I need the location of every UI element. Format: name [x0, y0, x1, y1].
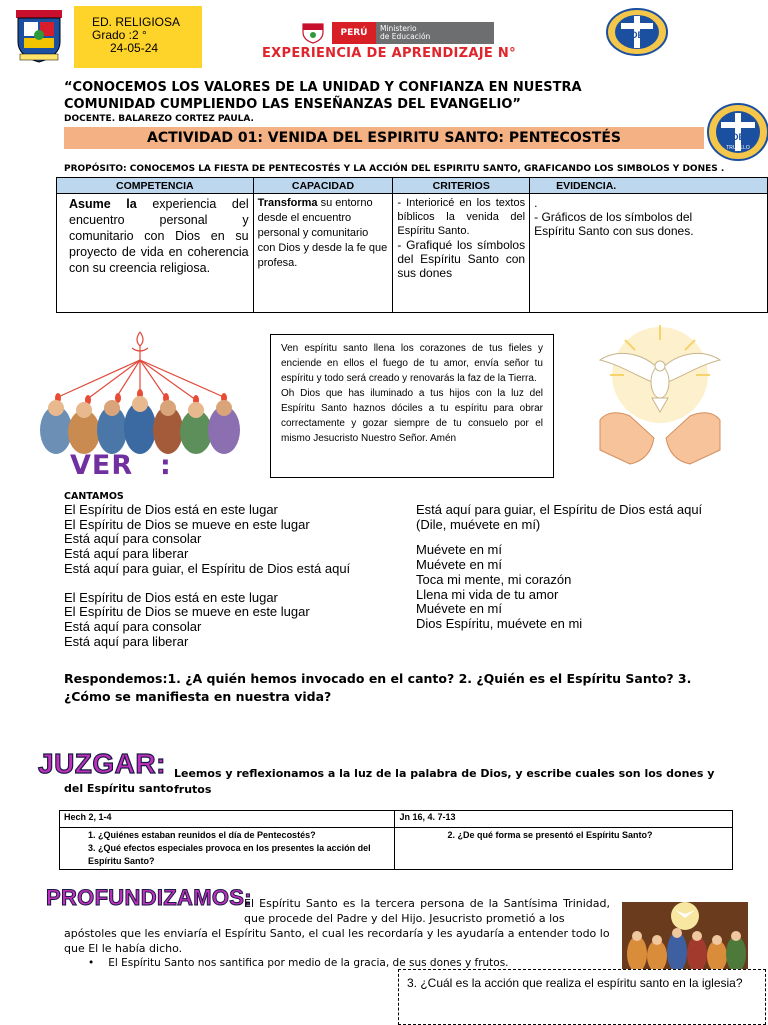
- profundizamos-heading: PROFUNDIZAMOS:: [46, 885, 252, 910]
- activity-title-bar: ACTIVIDAD 01: VENIDA DEL ESPIRITU SANTO: PENTECOSTÉS: [64, 127, 704, 149]
- questions-juan: [395, 828, 733, 870]
- cell-criterios: [393, 194, 530, 313]
- minedu-logo: [332, 22, 494, 44]
- respondemos-questions: Respondemos:1. ¿A quién hemos invocado en el canto? 2. ¿Quién es el Espíritu Santo? 3. ¿Cómo se manifiesta en nuestra vida?: [64, 671, 692, 704]
- question-2: 2. ¿De qué forma se presentó el Espíritu Santo?: [447, 830, 653, 840]
- juzgar-instruction-cont: del Espíritu santo: [64, 782, 174, 795]
- competencia-text: experiencia del encuentro personal y comunitario con Dios en su proyecto de vida en coherencia con su creencia religiosa.: [69, 197, 249, 275]
- song-line: El Espíritu de Dios está en este lugar: [64, 589, 278, 605]
- pentecost-painting: [622, 902, 748, 972]
- odec-subtext: TRUJILLO: [726, 145, 750, 151]
- competency-table: [56, 177, 768, 313]
- evidencia-text: - Gráficos de los símbolos del Espíritu Santo con sus dones.: [534, 210, 694, 238]
- header-capacidad: CAPACIDAD: [253, 178, 393, 194]
- song-line: El Espíritu de Dios se mueve en este lugar: [64, 516, 310, 532]
- song-line: (Dile, muévete en mí): [416, 516, 541, 532]
- header-evidencia: EVIDENCIA.: [530, 178, 768, 194]
- capacidad-lead: Transforma: [257, 197, 318, 209]
- cell-evidencia: [530, 194, 768, 313]
- bullet-mark: •: [88, 957, 95, 969]
- bible-reading-table: [59, 810, 733, 870]
- header-competencia: COMPETENCIA: [57, 178, 254, 194]
- competencia-lead: Asume la: [69, 197, 137, 211]
- song-right-column: [416, 503, 702, 632]
- ver-heading-colon: :: [160, 450, 171, 481]
- minedu-line-1: Ministerio: [380, 24, 417, 33]
- song-line: Está aquí para liberar: [64, 633, 189, 649]
- course-area: ED. RELIGIOSA: [92, 15, 181, 29]
- peru-coat-of-arms-icon: [300, 22, 326, 44]
- cantamos-label: CANTAMOS: [64, 491, 124, 502]
- song-line: Está aquí para guiar, el Espíritu de Dios está aquí: [416, 502, 703, 517]
- pentecost-illustration: [36, 326, 244, 454]
- capacidad-text: su entorno desde el encuentro personal y comunitario con Dios y desde la fe que profesa.: [257, 197, 388, 269]
- cell-capacidad: [253, 194, 393, 313]
- profundizamos-text-2: [64, 926, 612, 956]
- song-line: Muévete en mí: [416, 601, 502, 617]
- odec-logo-secondary: [706, 102, 768, 162]
- cell-competencia: [57, 194, 254, 313]
- school-crest-logo: [12, 8, 66, 64]
- course-date: 24-05-24: [110, 41, 159, 55]
- course-info-box: [74, 6, 202, 68]
- prayer-box: [270, 334, 554, 478]
- minedu-ministry-label: [376, 22, 494, 44]
- prayer-text: Ven espíritu santo llena los corazones de tus fieles y enciende en ellos el fuego de tu amor, envía señor tu espíritu y todo será creado y renovarás la faz de la Tierra. Oh Dios que has iluminado a tus hijos con la luz del Espíritu Santo haznos dóciles a tu espíritu para obrar correctamente y gozar siempre de tu consuelo por el mismo Jesucristo Nuestro Señor. Amén: [281, 343, 543, 444]
- song-line: Toca mi mente, mi corazón: [416, 571, 572, 587]
- minedu-peru-label: PERÚ: [332, 22, 376, 44]
- proposito-text: PROPÓSITO: CONOCEMOS LA FIESTA DE PENTECOSTÉS Y LA ACCIÓN DEL ESPIRITU SANTO, GRAFICANDO LOS SIMBOLOS Y DONES .: [64, 164, 725, 174]
- questions-hechos: [60, 828, 395, 870]
- stanza-gap: [64, 577, 350, 591]
- song-line: Está aquí para consolar: [64, 531, 202, 547]
- cita-juan: Jn 16, 4. 7-13: [395, 811, 733, 828]
- song-line: Llena mi vida de tu amor: [416, 586, 559, 602]
- cita-hechos: Hech 2, 1-4: [60, 811, 395, 828]
- course-grade: Grado :2 °: [92, 28, 147, 42]
- evidencia-dot: .: [534, 196, 538, 210]
- ver-heading: VER: [70, 450, 134, 481]
- profundizamos-text-2-body: apóstoles que les enviaría el Espíritu Santo, el cual les recordaría y les ayudaría a entender todo lo que El le había dicho.: [64, 927, 610, 955]
- table-header-row: [60, 811, 733, 828]
- bullet-item: [88, 956, 509, 970]
- bullet-text: El Espíritu Santo nos santifica por medio de la gracia, de sus dones y frutos.: [108, 957, 509, 969]
- experiencia-title: EXPERIENCIA DE APRENDIZAJE N°: [262, 46, 516, 61]
- song-line: El Espíritu de Dios se mueve en este lugar: [64, 604, 310, 620]
- table-header-row: [57, 178, 768, 194]
- song-line: Muévete en mí: [416, 542, 502, 558]
- minedu-line-2: de Educación: [380, 32, 431, 41]
- song-line: El Espíritu de Dios está en este lugar: [64, 502, 278, 517]
- docente-label: DOCENTE. BALAREZO CORTEZ PAULA.: [64, 114, 254, 124]
- odec-text: ODEC: [623, 30, 651, 40]
- song-line: Está aquí para consolar: [64, 618, 202, 634]
- juzgar-heading: JUZGAR:: [38, 748, 166, 779]
- song-line: Muévete en mí: [416, 557, 502, 573]
- criterio-1: - Interioricé en los textos bíblicos la venida del Espíritu Santo.: [397, 197, 526, 237]
- table-row: [57, 194, 768, 313]
- profundizamos-text-1: El Espíritu Santo es la tercera persona de la Santísima Trinidad, que procede del Padre y del Hijo. Jesucristo prometió a los: [244, 897, 610, 925]
- header-criterios: CRITERIOS: [393, 178, 530, 194]
- question-box[interactable]: [398, 969, 766, 1025]
- criterio-2: - Grafiqué los símbolos del Espíritu Santo con sus dones: [397, 238, 526, 280]
- odec-logo: [605, 8, 669, 56]
- song-line: Está aquí para guiar, el Espíritu de Dios está aquí: [64, 560, 351, 576]
- table-row: [60, 828, 733, 870]
- song-line: Está aquí para liberar: [64, 546, 189, 562]
- juzgar-instruction: Leemos y reflexionamos a la luz de la palabra de Dios, y escribe cuales son los dones y frutos: [174, 767, 715, 796]
- dove-hands-illustration: [590, 320, 730, 470]
- question-box-text: 3. ¿Cuál es la acción que realiza el espíritu santo en la iglesia?: [407, 976, 743, 990]
- question-1: 1. ¿Quiénes estaban reunidos el día de Pentecostés?: [88, 830, 316, 840]
- main-title: “CONOCEMOS LOS VALORES DE LA UNIDAD Y CONFIANZA EN NUESTRA COMUNIDAD CUMPLIENDO LAS ENSEÑANZAS DEL EVANGELIO”: [64, 80, 582, 112]
- question-3: 3. ¿Qué efectos especiales provoca en los presentes la acción del Espíritu Santo?: [88, 843, 371, 866]
- song-left-column: [64, 503, 350, 649]
- odec-text-2: ODEC: [724, 132, 752, 142]
- song-line: Dios Espíritu, muévete en mi: [416, 615, 583, 631]
